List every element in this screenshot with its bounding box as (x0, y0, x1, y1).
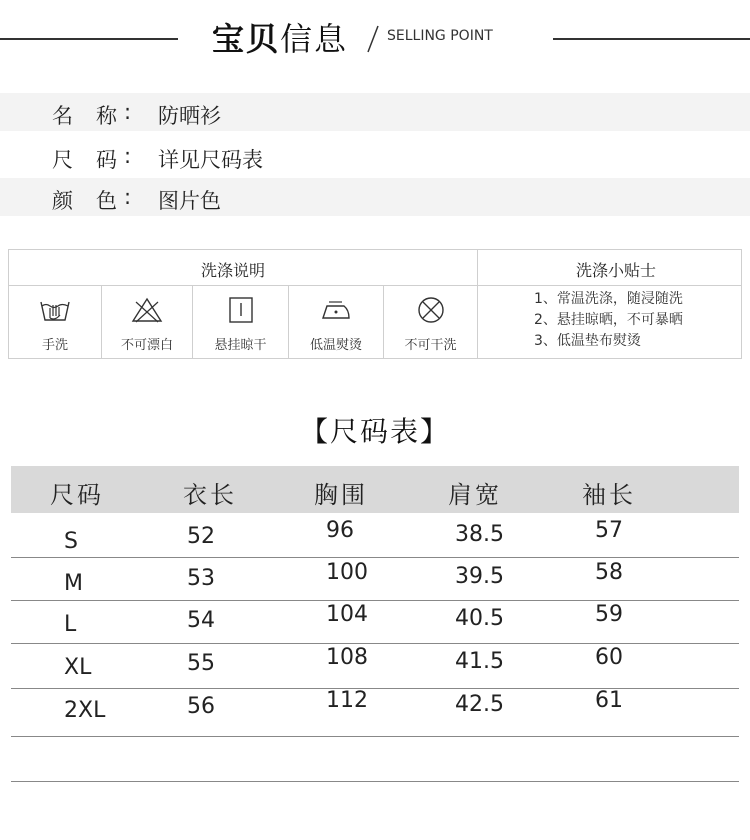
size-cell: M (64, 571, 83, 596)
info-colon: : (124, 144, 132, 168)
care-item-low-iron (289, 286, 383, 359)
table-row (11, 688, 739, 730)
chest-cell: 108 (326, 645, 368, 670)
shoulder-cell: 38.5 (455, 522, 504, 547)
info-colon: : (124, 185, 132, 209)
length-cell: 52 (187, 524, 215, 549)
info-row-size (0, 137, 750, 175)
page-subtitle: SELLING POINT (387, 28, 493, 44)
shoulder-cell: 41.5 (455, 649, 504, 674)
info-label: 颜 色 (52, 189, 118, 213)
size-col-header: 尺码 (50, 481, 104, 509)
care-item-hang-dry (193, 286, 288, 359)
size-cell: XL (64, 655, 92, 680)
sleeve-cell: 58 (595, 560, 623, 585)
no-bleach-icon (131, 296, 163, 324)
header-rule-left (0, 38, 178, 40)
shoulder-cell: 40.5 (455, 606, 504, 631)
table-row (11, 515, 739, 557)
size-col-header: 肩宽 (448, 481, 502, 509)
length-cell: 54 (187, 608, 215, 633)
info-row-color (0, 178, 750, 216)
wash-instructions-header: 洗涤说明 (201, 261, 266, 280)
info-label: 名 称 (52, 104, 118, 128)
hand-wash-icon (39, 296, 71, 324)
wash-tip: 3、低温垫布熨烫 (534, 333, 641, 349)
chest-cell: 104 (326, 602, 368, 627)
care-item-label: 不可漂白 (120, 338, 173, 353)
care-item-no-bleach (102, 286, 192, 359)
title-slash-divider (366, 25, 380, 53)
no-dry-clean-icon (415, 296, 447, 324)
wash-tip: 1、常温洗涤，随浸随洗 (534, 291, 683, 307)
size-table-header (11, 466, 739, 513)
size-cell: 2XL (64, 698, 106, 723)
care-item-label: 不可干洗 (404, 338, 457, 353)
size-cell: L (64, 612, 77, 637)
table-row (11, 600, 739, 642)
table-row (11, 557, 739, 599)
size-col-header: 胸围 (314, 481, 368, 509)
length-cell: 55 (187, 651, 215, 676)
shoulder-cell: 39.5 (455, 564, 504, 589)
info-colon: : (124, 100, 132, 124)
care-item-no-dry-clean (384, 286, 477, 359)
sleeve-cell: 60 (595, 645, 623, 670)
length-cell: 56 (187, 694, 215, 719)
info-value: 防晒衫 (158, 104, 221, 128)
size-col-header: 衣长 (183, 481, 237, 509)
row-divider (11, 736, 739, 737)
care-item-label: 低温熨烫 (309, 338, 362, 353)
info-value: 详见尺码表 (158, 148, 263, 172)
care-column-divider (477, 250, 478, 358)
wash-tips-list (534, 289, 683, 352)
info-value: 图片色 (158, 189, 221, 213)
chest-cell: 112 (326, 688, 368, 713)
chest-cell: 96 (326, 518, 354, 543)
info-label: 尺 码 (52, 148, 118, 172)
wash-tips-header: 洗涤小贴士 (576, 261, 657, 280)
page-title-light: 信息 (280, 20, 349, 58)
care-item-label: 悬挂晾干 (214, 338, 267, 353)
row-divider (11, 781, 739, 782)
care-instructions-table (8, 249, 742, 359)
sleeve-cell: 57 (595, 518, 623, 543)
page-title (212, 14, 348, 60)
page-title-bold: 宝贝 (212, 20, 281, 58)
sleeve-cell: 59 (595, 602, 623, 627)
size-col-header: 袖长 (582, 481, 636, 509)
info-row-name (0, 93, 750, 131)
chest-cell: 100 (326, 560, 368, 585)
care-item-hand-wash (9, 286, 101, 359)
size-chart-title: 【尺码表】 (299, 415, 450, 448)
care-item-label: 手洗 (41, 338, 68, 353)
shoulder-cell: 42.5 (455, 692, 504, 717)
low-iron-icon (320, 296, 352, 324)
size-cell: S (64, 529, 78, 554)
wash-tip: 2、悬挂晾晒，不可暴晒 (534, 312, 683, 328)
sleeve-cell: 61 (595, 688, 623, 713)
length-cell: 53 (187, 566, 215, 591)
table-row (11, 643, 739, 685)
header-rule-right (553, 38, 750, 40)
hang-dry-icon (225, 296, 257, 324)
